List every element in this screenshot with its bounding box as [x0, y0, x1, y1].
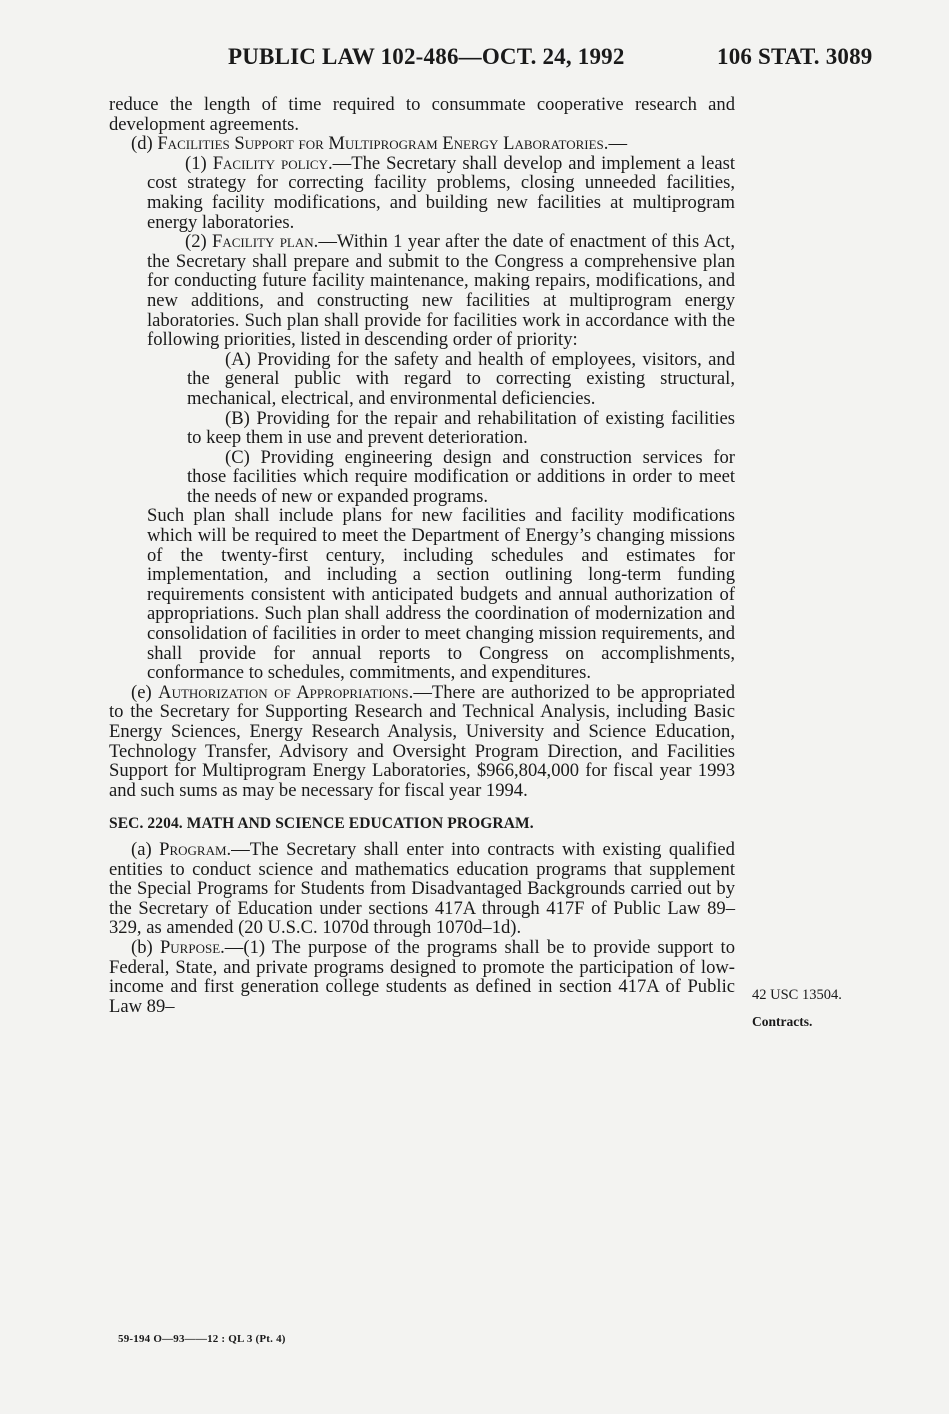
- paragraph-d1-heading: Facility policy.: [212, 152, 333, 174]
- margin-note-usc: 42 USC 13504.: [752, 987, 842, 1003]
- priority-b: (B) Providing for the repair and rehabilitation of existing facilities to keep them in use and prevent deterioration.: [187, 407, 735, 449]
- paragraph-continuation: reduce the length of time required to consummate cooperative research and development agreements.: [109, 94, 735, 135]
- subsection-b-heading: Purpose.: [159, 936, 225, 958]
- subsection-d-label: (d): [131, 133, 158, 155]
- section-heading: SEC. 2204. MATH AND SCIENCE EDUCATION PROGRAM.: [109, 815, 534, 833]
- plan-continuation: Such plan shall include plans for new facilities and facility modifications which will be required to meet the Department of Energy’s changing missions of the twenty-first century, including schedules and estimates for implementation, and including a section outlining long-term funding requirements consistent with anticipated budgets and annual authorization of appropriations. Such plan shall address the coordination of modernization and consolidation of facilities in order to meet changing mission requirements, and shall provide for annual reports to Congress on accomplishments, conformance to schedules, commitments, and expenditures.: [147, 505, 735, 684]
- subsection-a-heading: Program.: [159, 838, 232, 860]
- priority-c: (C) Providing engineering design and construction services for those facilities which require modification or additions in order to meet the needs of new or expanded programs.: [187, 446, 735, 507]
- subsection-e-heading: Authorization of Appropriations.: [158, 681, 414, 703]
- paragraph-d2: [109, 232, 735, 350]
- subsection-e: [109, 683, 735, 801]
- subsection-b: [109, 938, 735, 1016]
- body-text: [109, 95, 735, 1016]
- paragraph-d2-label: (2): [185, 231, 213, 253]
- subsection-d-heading: Facilities Support for Multiprogram Energy Laboratories.: [157, 133, 609, 155]
- subsection-b-text: —(1) The purpose of the programs shall be to provide support to Federal, State, and private programs designed to promote the participation of low-income and first generation college students as defined in section 417A of Public Law 89–: [109, 936, 735, 1017]
- page-header-title: PUBLIC LAW 102-486—OCT. 24, 1992: [228, 44, 625, 69]
- paragraph-d2-heading: Facility plan.: [212, 231, 319, 253]
- paragraph-d1-label: (1): [185, 152, 213, 174]
- subsection-e-label: (e): [131, 681, 159, 703]
- page-header-stat: 106 STAT. 3089: [717, 44, 873, 69]
- subsection-d: [109, 134, 735, 154]
- subsection-a-text: —The Secretary shall enter into contracts with existing qualified entities to conduct science and mathematics education programs that supplement the Special Programs for Students from Disadvantaged Backgrounds carried out by the Secretary of Education under sections 417A through 417F of Public Law 89–329, as amended (20 U.S.C. 1070d through 1070d–1d).: [109, 838, 735, 939]
- subsection-e-text: —There are authorized to be appropriated to the Secretary for Supporting Research and Technical Analysis, including Basic Energy Sciences, Energy Research Analysis, University and Science Education, Technology Transfer, Advisory and Oversight Program Direction, and Facilities Support for Multiprogram Energy Laboratories, $966,804,000 for fiscal year 1993 and such sums as may be necessary for fiscal year 1994.: [109, 681, 735, 801]
- paragraph-d2-text: —Within 1 year after the date of enactment of this Act, the Secretary shall prepare and submit to the Congress a comprehensive plan for conducting future facility maintenance, making repairs, modifications, and new additions, and constructing new facilities at multiprogram energy laboratories. Such plan shall provide for facilities work in accordance with the following priorities, listed in descending order of priority:: [147, 231, 735, 351]
- subsection-a: [109, 840, 735, 938]
- paragraph-d1: [109, 154, 735, 232]
- subsection-d-dash: —: [608, 133, 628, 155]
- page-footer: 59-194 O—93——12 : QL 3 (Pt. 4): [118, 1333, 286, 1345]
- subsection-b-label: (b): [131, 936, 160, 958]
- paragraph-d1-text: —The Secretary shall develop and implement a least cost strategy for correcting facility problems, closing unneeded facilities, making facility modifications, and building new facilities at multiprogram energy laboratories.: [147, 152, 735, 233]
- priority-a: (A) Providing for the safety and health of employees, visitors, and the general public with regard to correcting existing structural, mechanical, electrical, and environmental deficiencies.: [187, 348, 735, 409]
- subsection-a-label: (a): [131, 838, 160, 860]
- margin-note-contracts: Contracts.: [752, 1014, 813, 1029]
